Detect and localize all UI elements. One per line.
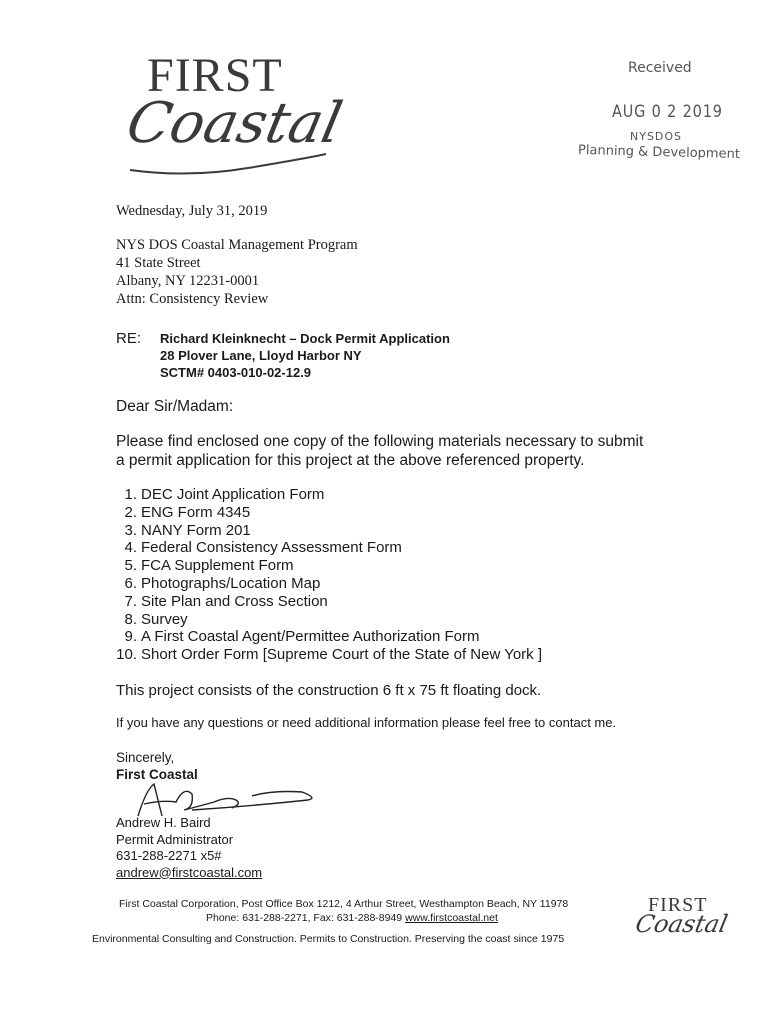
footer-tagline: Environmental Consulting and Construction. Permits to Construction. Preserving the coast since 1975 <box>92 933 565 945</box>
list-item: 7. Site Plan and Cross Section <box>124 592 328 610</box>
logo-coastal-text: Coastal <box>121 91 348 156</box>
list-item: 10. Short Order Form [Supreme Court of the State of New York ] <box>116 646 543 664</box>
footer-contact <box>206 912 498 924</box>
list-item: 5. FCA Supplement Form <box>124 557 294 575</box>
list-item: 1. DEC Joint Application Form <box>124 486 325 503</box>
salutation: Dear Sir/Madam: <box>116 398 234 415</box>
letter-date: Wednesday, July 31, 2019 <box>116 203 268 219</box>
footer-address: First Coastal Corporation, Post Office Box 1212, 4 Arthur Street, Westhampton Beach, NY 11978 <box>119 898 569 910</box>
stamp-date: AUG 0 2 2019 <box>612 102 723 122</box>
materials-list <box>113 486 542 664</box>
stamp-received: Received <box>628 60 692 76</box>
company-name: First Coastal <box>116 767 198 782</box>
list-item: 9. A First Coastal Agent/Permittee Authorization Form <box>124 628 480 646</box>
list-item: 4. Federal Consistency Assessment Form <box>124 539 402 557</box>
recipient-address <box>116 236 358 308</box>
address-line: 41 State Street <box>116 255 201 271</box>
closing-text: Sincerely, <box>116 750 175 765</box>
closing-block <box>116 749 198 783</box>
logo-swoosh-icon <box>128 148 328 178</box>
signer-name: Andrew H. Baird <box>116 815 211 830</box>
footer-website-link[interactable]: www.firstcoastal.net <box>405 912 498 924</box>
logo-first-text: FIRST <box>147 49 283 102</box>
signer-block <box>116 815 262 881</box>
list-item: 6. Photographs/Location Map <box>124 574 321 592</box>
footer-phone: Phone: 631-288-2271, Fax: 631-288-8949 <box>206 912 406 924</box>
list-item: 3. NANY Form 201 <box>124 521 251 539</box>
re-block <box>160 330 450 381</box>
address-line: NYS DOS Coastal Management Program <box>116 237 358 253</box>
address-line: Albany, NY 12231-0001 <box>116 273 260 289</box>
signer-phone: 631-288-2271 x5# <box>116 848 222 863</box>
footer-logo-first: FIRST <box>648 894 708 916</box>
stamp-org: NYSDOS <box>630 130 683 143</box>
address-line: Attn: Consistency Review <box>116 291 269 307</box>
re-line: 28 Plover Lane, Lloyd Harbor NY <box>160 348 362 363</box>
intro-paragraph: Please find enclosed one copy of the following materials necessary to submit a permit application for this project at the above referenced property. <box>116 433 644 469</box>
project-description: This project consists of the construction 6 ft x 75 ft floating dock. <box>116 682 542 699</box>
signer-title: Permit Administrator <box>116 831 234 847</box>
list-item: 2. ENG Form 4345 <box>124 503 251 521</box>
re-line: SCTM# 0403-010-02-12.9 <box>160 365 312 380</box>
footer-logo-coastal: Coastal <box>633 910 731 938</box>
re-label: RE: <box>116 330 142 347</box>
re-line: Richard Kleinknecht – Dock Permit Application <box>160 331 450 346</box>
list-item: 8. Survey <box>124 610 188 628</box>
contact-note: If you have any questions or need additional information please feel free to contact me. <box>116 715 617 730</box>
stamp-dept: Planning & Development <box>577 142 741 163</box>
signer-email-link[interactable]: andrew@firstcoastal.com <box>116 864 263 880</box>
